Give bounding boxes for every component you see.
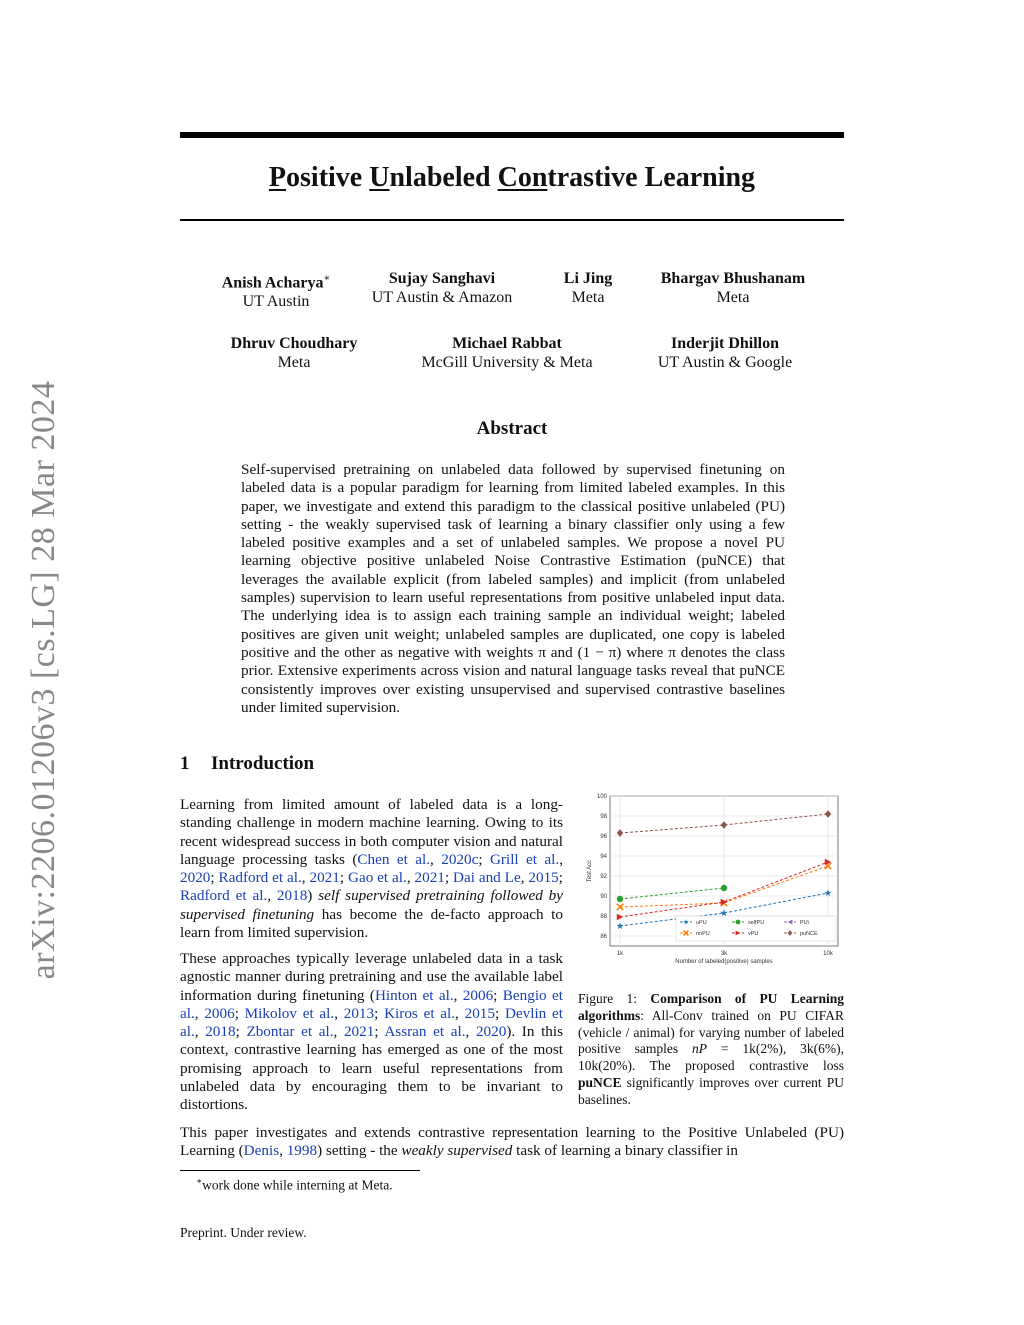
y-tick-label: 100 xyxy=(596,794,607,800)
y-axis-label: Test Acc xyxy=(587,859,593,883)
y-tick-label: 98 xyxy=(600,814,607,820)
y-tick-label: 90 xyxy=(600,894,607,900)
title-part: nlabeled xyxy=(389,162,498,193)
intro-paragraph-2: These approaches typically leverage unlabeled data in a task agnostic manner during pretraining and use the available label information during finetuning (Hinton et al., 2006; Bengio et al., 2006; Mikolov et al., 2013; Kiros et al., 2015; Devlin et al., 2018; Zbontar et al., 2021; Assran et al., 2020). In this context, contrastive learning has emerged as one of the most promising approach to learn useful representations from unlabeled data by encouraging them to be invariant to distortions. xyxy=(180,950,564,1114)
citation-link[interactable]: 2020 xyxy=(475,1023,507,1041)
citation-link[interactable]: Assran et al. xyxy=(384,1023,466,1041)
y-tick-label: 86 xyxy=(600,934,607,940)
intro-paragraph-1: Learning from limited amount of labeled data is a long-standing challenge in modern machine learning. Owing to its recent widespread success in both computer vision and natural language processing tasks (Chen et al., 2020c; Grill et al., 2020; Radford et al., 2021; Gao et al., 2021; Dai and Le, 2015; Radford et al., 2018) self supervised pretraining followed by supervised finetuning has become the de-facto approach to learn from limited supervision. xyxy=(180,796,564,942)
citation-link[interactable]: 2015 xyxy=(528,869,559,887)
citation-link[interactable]: 2006 xyxy=(462,986,494,1004)
legend-label: PU\ xyxy=(800,920,810,926)
citation-link[interactable]: Zbontar et al. xyxy=(246,1023,334,1041)
citation-link[interactable]: Devlin et al. xyxy=(180,1004,563,1041)
author-block xyxy=(640,334,810,372)
title-initial-u: U xyxy=(369,162,390,193)
author-name: Li Jing xyxy=(563,270,613,287)
author-affiliation: UT Austin & Google xyxy=(657,354,793,371)
arxiv-stamp-text: arXiv:2206.01206v3 [cs.LG] 28 Mar 2024 xyxy=(25,380,62,980)
legend-label: nnPU xyxy=(696,931,710,937)
legend-label: vPU xyxy=(748,931,759,937)
citation-link[interactable]: 2015 xyxy=(464,1004,495,1022)
citation-link[interactable]: Denis xyxy=(243,1142,280,1160)
x-axis-label: Number of labeled(positive) samples xyxy=(675,959,773,965)
legend-marker xyxy=(736,920,741,925)
legend-label: uPU xyxy=(696,920,707,926)
author-affiliation: Meta xyxy=(277,354,311,371)
citation-link[interactable]: 1998 xyxy=(286,1142,318,1160)
arxiv-stamp xyxy=(14,380,74,980)
author-name: Michael Rabbat xyxy=(452,335,562,352)
title-rule-top xyxy=(180,132,844,138)
title-initial-con: Con xyxy=(497,162,548,193)
citation-link[interactable]: Mikolov et al. xyxy=(244,1004,335,1022)
citation-link[interactable]: Hinton et al. xyxy=(374,986,454,1004)
x-tick-label: 3k xyxy=(720,951,728,957)
section-heading xyxy=(180,753,314,775)
citation-link[interactable]: 2021 xyxy=(414,869,445,887)
x-tick-label: 1k xyxy=(616,951,624,957)
citation-link[interactable]: Radford et al. xyxy=(180,887,268,905)
author-block xyxy=(543,269,633,307)
citation-link[interactable]: Radford et al. xyxy=(218,869,302,887)
author-block xyxy=(206,269,346,311)
intro-paragraph-3: This paper investigates and extends contrastive representation learning to the Positive Unlabeled (PU) Learning (Denis, 1998) setting - the weakly supervised task of learning a binary classifier in xyxy=(180,1124,844,1160)
footnote-rule xyxy=(180,1170,420,1171)
author-affiliation: Meta xyxy=(716,289,750,306)
section-number: 1 xyxy=(180,753,190,774)
title-initial-p: P xyxy=(268,162,287,193)
citation-link[interactable]: Kiros et al. xyxy=(384,1004,456,1022)
footnote: ∗work done while interning at Meta. xyxy=(196,1176,393,1193)
citation-link[interactable]: 2018 xyxy=(205,1023,236,1041)
x-tick-label: 10k xyxy=(823,951,833,957)
citation-link[interactable]: Chen et al. xyxy=(357,850,431,868)
data-point-selfpu xyxy=(617,896,623,902)
y-tick-label: 88 xyxy=(600,914,607,920)
footer-preprint: Preprint. Under review. xyxy=(180,1225,307,1240)
author-name: Dhruv Choudhary xyxy=(230,335,358,352)
title-part: trastive Learning xyxy=(547,162,756,193)
citation-link[interactable]: 2020c xyxy=(441,850,479,868)
title-part: ositive xyxy=(286,162,370,193)
citation-link[interactable]: 2006 xyxy=(204,1004,235,1022)
citation-link[interactable]: Gao et al. xyxy=(347,869,407,887)
citation-link[interactable]: Bengio et al. xyxy=(180,986,563,1022)
figure-1-caption: Figure 1: Comparison of PU Learning algorithms: All-Conv trained on PU CIFAR (vehicle / animal) for varying number of labeled positive samples nP = 1k(2%), 3k(6%), 10k(20%). The proposed contrastive loss puNCE significantly improves over current PU baselines. xyxy=(578,991,844,1107)
abstract-heading: Abstract xyxy=(476,418,548,439)
author-block xyxy=(402,334,612,372)
citation-link[interactable]: 2020 xyxy=(180,869,211,887)
citation-link[interactable]: 2021 xyxy=(309,869,340,887)
author-block xyxy=(356,269,528,307)
title-rule-bottom xyxy=(180,219,844,221)
paper-title xyxy=(180,162,844,194)
legend-label: selfPU xyxy=(748,920,765,926)
section-title: Introduction xyxy=(211,753,315,774)
author-name: Sujay Sanghavi xyxy=(388,270,496,287)
author-name: Inderjit Dhillon xyxy=(670,335,779,352)
abstract-text: Self-supervised pretraining on unlabeled data followed by supervised finetuning on labeled data is a popular paradigm for learning from limited labeled examples. In this paper, we investigate and extend this paradigm to the classical positive unlabeled (PU) setting - the weakly supervised task of learning a binary classifier only using a few labeled positive examples and a set of unlabeled samples. We propose a novel PU learning objective positive unlabeled Noise Contrastive Estimation (puNCE) that leverages the available explicit (from labeled samples) and implicit (from unlabeled samples) supervision to learn useful representations from positive unlabeled input data. The underlying idea is to assign each training sample an individual weight; labeled positives are given unit weight; unlabeled samples are duplicated, one copy is labeled positive and the other as negative with weights π and (1 − π) where π denotes the class prior. Extensive experiments across vision and natural language tasks reveal that puNCE consistently improves over existing unsupervised and supervised contrastive baselines under limited supervision. xyxy=(241,461,785,716)
author-affiliation: McGill University & Meta xyxy=(421,354,593,371)
data-point-selfpu xyxy=(721,885,727,891)
citation-link[interactable]: 2018 xyxy=(276,887,308,905)
author-affiliation: Meta xyxy=(571,289,605,306)
citation-link[interactable]: 2013 xyxy=(343,1004,375,1022)
citation-link[interactable]: Grill et al. xyxy=(489,850,560,868)
y-tick-label: 96 xyxy=(600,834,607,840)
citation-link[interactable]: Dai and Le xyxy=(453,869,521,887)
author-block xyxy=(214,334,374,372)
author-name: Bhargav Bhushanam xyxy=(660,270,806,287)
legend-label: puNCE xyxy=(800,931,818,937)
figure-1-chart xyxy=(582,790,844,972)
y-tick-label: 92 xyxy=(600,874,607,880)
y-tick-label: 94 xyxy=(600,854,607,860)
author-affiliation: UT Austin xyxy=(242,293,310,311)
author-affiliation: UT Austin & Amazon xyxy=(371,289,513,306)
author-block xyxy=(648,269,818,307)
author-name: Anish Acharya∗ xyxy=(221,273,331,292)
citation-link[interactable]: 2021 xyxy=(343,1023,375,1041)
